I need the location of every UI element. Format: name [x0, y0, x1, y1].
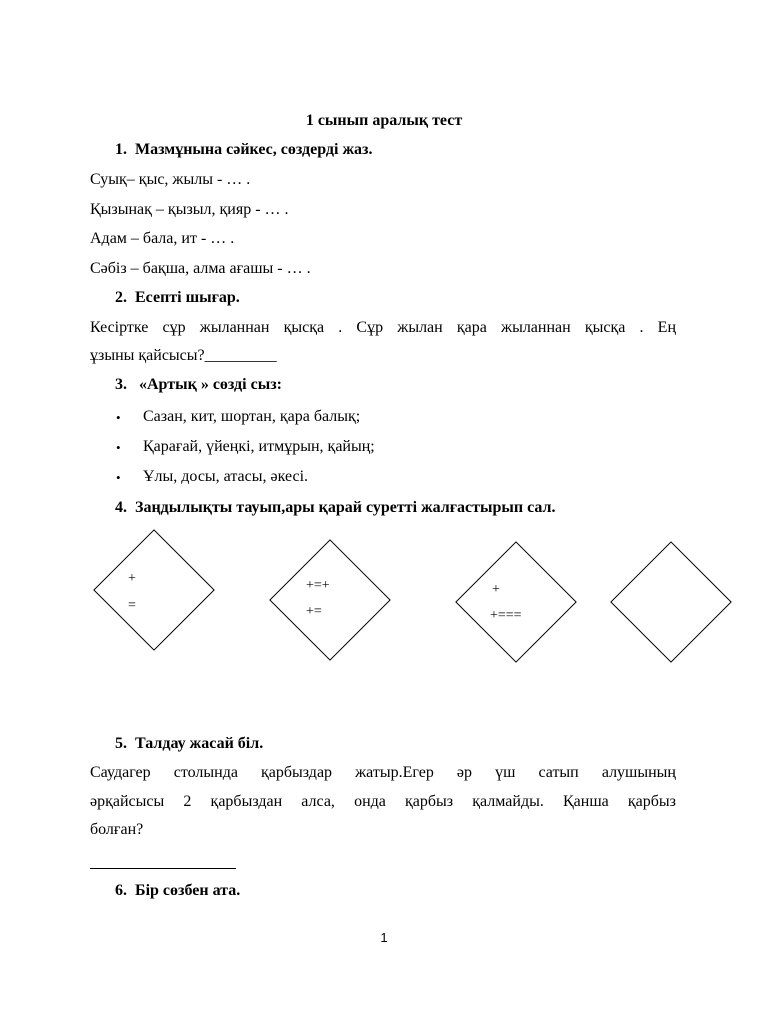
q2-heading	[115, 289, 240, 307]
q3-item-2: Қарағай, үйеңкі, итмұрын, қайың;	[143, 438, 375, 455]
q4-heading	[115, 499, 555, 517]
q3-heading	[115, 376, 282, 394]
q6-heading	[115, 882, 240, 900]
q3-bullet-1: •	[116, 410, 121, 425]
q2-heading-text: Есепті шығар.	[135, 289, 240, 306]
q5-number: 5.	[115, 735, 127, 752]
q5-text-line-1: Саудагер столында қарбыздар жатыр.Егер әр үш сатып алушының	[90, 764, 676, 781]
q3-heading-text: «Артық » сөзді сыз:	[139, 376, 282, 393]
q1-line-1: Суық– қыс, жылы - … .	[90, 171, 251, 188]
q5-answer-blank[interactable]	[90, 868, 236, 869]
diamond-3-line-1: +	[492, 582, 500, 597]
pattern-diamond-empty[interactable]	[610, 541, 732, 663]
q1-heading	[115, 141, 372, 159]
q3-bullet-3: •	[116, 470, 121, 485]
diamond-2-line-2: +=	[306, 604, 322, 619]
pattern-diamond-3	[455, 541, 577, 663]
q6-heading-text: Бір сөзбен ата.	[135, 882, 241, 899]
q5-heading-text: Талдау жасай біл.	[135, 735, 264, 752]
diamond-1-line-1: +	[128, 571, 136, 586]
q3-item-3: Ұлы, досы, атасы, әкесі.	[143, 468, 309, 485]
q4-heading-text: Заңдылықты тауып,ары қарай суретті жалғастырып сал.	[135, 499, 556, 516]
q2-text-line-2: ұзыны қайсысы?_________	[90, 347, 277, 364]
diamond-3-line-2: +===	[490, 608, 522, 623]
q4-number: 4.	[115, 499, 127, 516]
page-number: 1	[380, 930, 388, 945]
pattern-diamond-1	[93, 529, 215, 651]
page-title: 1 сынып аралық тест	[305, 112, 463, 129]
q1-line-4: Сәбіз – бақша, алма ағашы - … .	[90, 260, 311, 277]
q5-text-line-2: әрқайсысы 2 қарбыздан алса, онда қарбыз қалмайды. Қанша қарбыз	[90, 793, 676, 810]
q6-number: 6.	[115, 882, 127, 899]
q5-heading	[115, 735, 263, 753]
q5-text-line-3: болған?	[90, 821, 144, 838]
q1-line-3: Адам – бала, ит - … .	[90, 230, 235, 247]
pattern-diamond-2	[269, 539, 391, 661]
q1-heading-text: Мазмұнына сәйкес, сөздерді жаз.	[135, 141, 373, 158]
q3-number: 3.	[115, 376, 127, 393]
diamond-1-line-2: =	[128, 598, 136, 613]
q3-item-1: Сазан, кит, шортан, қара балық;	[143, 408, 361, 425]
q1-line-2: Қызынақ – қызыл, қияр - … .	[90, 201, 289, 218]
q3-bullet-2: •	[116, 440, 121, 455]
q2-text-line-1: Кесіртке сұр жыланнан қысқа . Сұр жылан қара жыланнан қысқа . Ең	[90, 319, 676, 336]
q1-number: 1.	[115, 141, 127, 158]
diamond-2-line-1: +=+	[306, 578, 330, 593]
q2-number: 2.	[115, 289, 127, 306]
